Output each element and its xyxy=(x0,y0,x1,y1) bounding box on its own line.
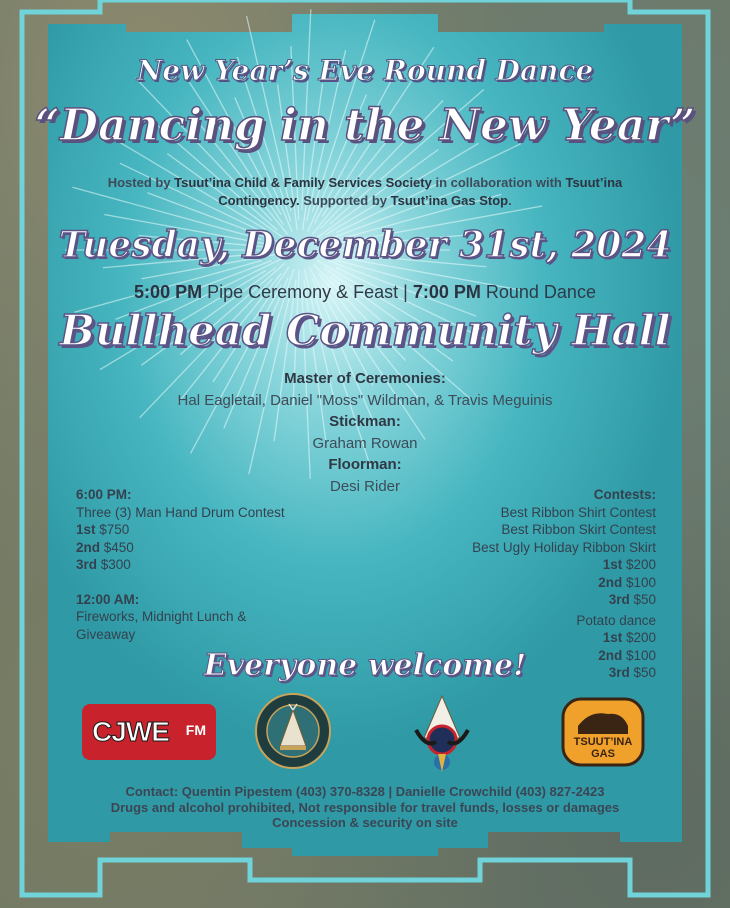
cfs-society-logo xyxy=(402,690,482,776)
hosted-by-text: Hosted by Tsuut’ina Child & Family Services Society in collaboration with Tsuut’ina Contingency. Supported by Tsuut’ina Gas Stop. xyxy=(107,175,623,208)
prize-row: 3rd $300 xyxy=(76,557,131,572)
contact-line: Contact: Quentin Pipestem (403) 370-8328 | Danielle Crowchild (403) 827-2423 xyxy=(125,784,605,799)
welcome-banner: Everyone welcome! xyxy=(203,648,527,683)
event-subtitle: New Year’s Eve Round Dance xyxy=(136,54,594,87)
prize-row: 1st $200 xyxy=(602,630,656,645)
prize-row: 1st $200 xyxy=(602,557,656,572)
midnight-event-cont: Giveaway xyxy=(76,626,136,642)
schedule-left xyxy=(76,486,376,643)
mc-names: Hal Eagletail, Daniel "Moss" Wildman, & Travis Meguinis xyxy=(177,391,553,409)
contest-ribbon-shirt: Best Ribbon Shirt Contest xyxy=(500,504,656,520)
potato-dance: Potato dance xyxy=(576,612,656,628)
prize-row: 2nd $100 xyxy=(598,574,656,590)
cjwe-logo: CJWE FM xyxy=(82,704,216,760)
midnight-event: Fireworks, Midnight Lunch & xyxy=(76,609,247,624)
venue-name: Bullhead Community Hall xyxy=(59,306,671,355)
event-date: Tuesday, December 31st, 2024 xyxy=(58,224,672,266)
prize-row: 2nd $450 xyxy=(76,539,134,555)
prize-row: 2nd $100 xyxy=(598,647,656,663)
services-line: Concession & security on site xyxy=(272,815,458,830)
prize-row: 3rd $50 xyxy=(608,665,656,680)
floorman-name: Desi Rider xyxy=(329,477,401,495)
event-title: “Dancing in the New Year” xyxy=(34,100,696,151)
mc-label: Master of Ceremonies: xyxy=(284,370,446,387)
stickman-label: Stickman: xyxy=(329,413,401,430)
footer-info xyxy=(80,784,650,831)
policy-line: Drugs and alcohol prohibited, Not responsible for travel funds, losses or damages xyxy=(110,799,620,815)
contest-ribbon-skirt: Best Ribbon Skirt Contest xyxy=(501,522,656,537)
floorman-label: Floorman: xyxy=(328,456,402,473)
officials-list xyxy=(100,368,630,497)
prize-row: 3rd $50 xyxy=(608,592,656,607)
time-midnight: 12:00 AM: xyxy=(76,591,140,607)
time-6pm: 6:00 PM: xyxy=(76,487,132,502)
event-times: 5:00 PM Pipe Ceremony & Feast | 7:00 PM Round Dance xyxy=(134,282,596,302)
stickman-name: Graham Rowan xyxy=(312,434,418,452)
contingency-seal-logo xyxy=(254,692,332,770)
contests-label: Contests: xyxy=(593,487,656,502)
org-cfs: Tsuut’ina Child & Family Services Society xyxy=(174,175,432,190)
contest-ugly-skirt: Best Ugly Holiday Ribbon Skirt xyxy=(472,539,656,555)
prize-row: 1st $750 xyxy=(76,522,130,537)
org-contingency: Tsuut’ina Contingency. xyxy=(218,175,623,208)
hand-drum-contest: Three (3) Man Hand Drum Contest xyxy=(76,504,285,520)
tsuutina-gas-logo: TSUUT’INA GAS xyxy=(560,696,646,768)
org-gas-stop: Tsuut’ina Gas Stop xyxy=(390,193,509,208)
